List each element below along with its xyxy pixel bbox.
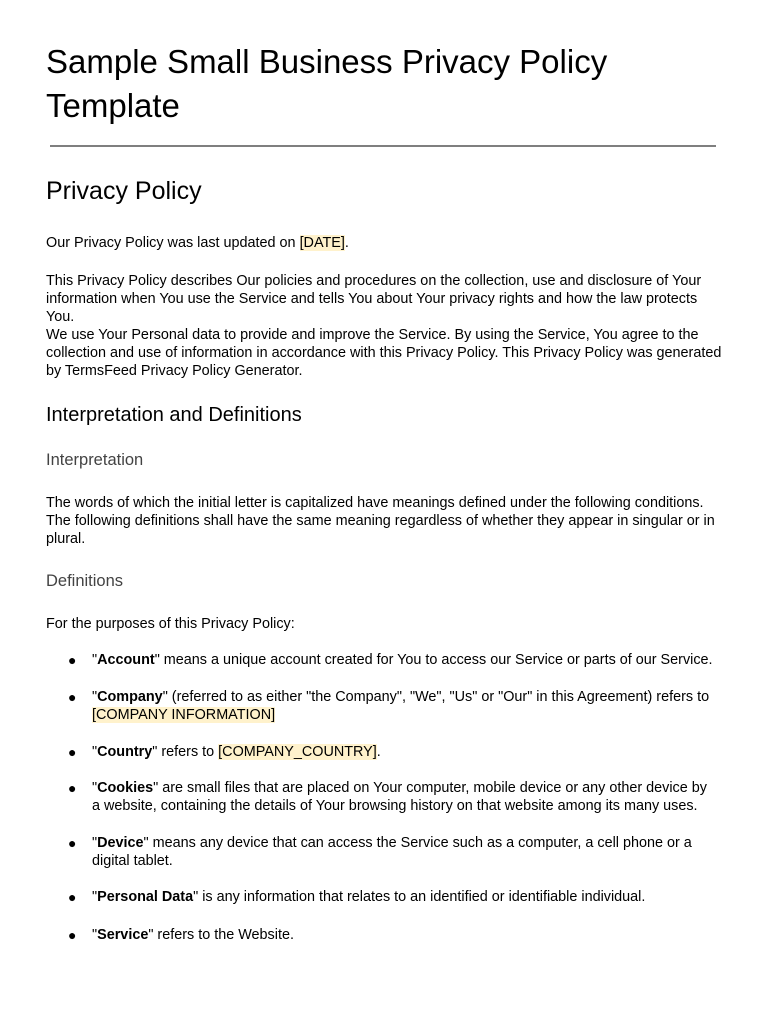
- definition-item-service: ● "Service" refers to the Website.: [68, 927, 294, 943]
- interpretation-definitions-heading: Interpretation and Definitions: [46, 404, 302, 426]
- definition-item-company: ● "Company" (referred to as either "the Company", "We", "Us" or "Our" in this Agreement) refers to [COMPANY INFORMATION]: [68, 689, 710, 724]
- definition-text: means a unique account created for You to access our Service or parts of our Service.: [159, 652, 713, 668]
- definition-item-cookies: ● "Cookies" are small files that are placed on Your computer, mobile device or any other device by a website, containing the details of Your browsing history on that website among its many uses.: [68, 780, 707, 815]
- definition-item-personal-data: ● "Personal Data" is any information that relates to an identified or identifiable individual.: [68, 889, 646, 905]
- definition-term: Cookies: [97, 780, 154, 796]
- definition-text: (referred to as either "the Company", "We", "Us" or "Our" in this Agreement) refers to: [167, 689, 710, 705]
- definition-term: Service: [97, 927, 149, 943]
- intro-paragraph-1: This Privacy Policy describes Our policies and procedures on the collection, use and disclosure of Your information when You use the Service and tells You about Your privacy rights and how the law protects You.: [46, 273, 702, 326]
- definitions-heading: Definitions: [46, 572, 124, 590]
- definition-term: Account: [97, 652, 155, 668]
- bullet-icon: ●: [68, 835, 77, 851]
- interpretation-heading: Interpretation: [46, 451, 144, 469]
- horizontal-divider: [50, 145, 716, 147]
- definition-term: Country: [97, 744, 153, 760]
- privacy-policy-heading: Privacy Policy: [46, 177, 202, 205]
- definition-text: means any device that can access the Service such as a computer, a cell phone or a digital tablet.: [92, 835, 692, 870]
- last-updated-paragraph: [46, 234, 726, 252]
- last-updated-suffix: .: [344, 235, 349, 251]
- definition-term: Device: [97, 835, 144, 851]
- company-country-placeholder: [COMPANY_COUNTRY]: [218, 744, 377, 760]
- definition-text-end: .: [376, 744, 381, 760]
- definition-term: Personal Data: [97, 889, 194, 905]
- definition-text: are small files that are placed on Your computer, mobile device or any other device by a website, containing the details of Your browsing history on that website among its many uses.: [92, 780, 707, 815]
- definition-term: Company: [97, 689, 163, 705]
- last-updated-prefix: Our Privacy Policy was last updated on: [46, 235, 300, 251]
- definition-item-country: ● "Country" refers to [COMPANY_COUNTRY].: [68, 744, 381, 760]
- bullet-icon: ●: [68, 652, 77, 668]
- bullet-icon: ●: [68, 744, 77, 760]
- definition-item-account: ● "Account" means a unique account created for You to access our Service or parts of our Service.: [68, 652, 713, 668]
- definition-item-device: ● "Device" means any device that can access the Service such as a computer, a cell phone or a digital tablet.: [68, 835, 692, 870]
- document-title: Sample Small Business Privacy Policy Template: [46, 43, 608, 124]
- definition-text: refers to the Website.: [153, 927, 294, 943]
- bullet-icon: ●: [68, 780, 77, 796]
- definition-text: refers to: [157, 744, 219, 760]
- interpretation-paragraph: The words of which the initial letter is capitalized have meanings defined under the following conditions. The following definitions shall have the same meaning regardless of whether they appear in singular or in plural.: [46, 495, 715, 548]
- definition-text: is any information that relates to an identified or identifiable individual.: [198, 889, 646, 905]
- date-placeholder: [DATE]: [299, 235, 345, 251]
- bullet-icon: ●: [68, 889, 77, 905]
- intro-paragraph-2: We use Your Personal data to provide and improve the Service. By using the Service, You agree to the collection and use of information in accordance with this Privacy Policy. This Privacy Policy was generated by TermsFeed Privacy Policy Generator.: [46, 327, 722, 380]
- company-information-placeholder: [COMPANY INFORMATION]: [92, 707, 276, 724]
- bullet-icon: ●: [68, 927, 77, 943]
- definitions-intro: For the purposes of this Privacy Policy:: [46, 616, 295, 632]
- bullet-icon: ●: [68, 689, 77, 705]
